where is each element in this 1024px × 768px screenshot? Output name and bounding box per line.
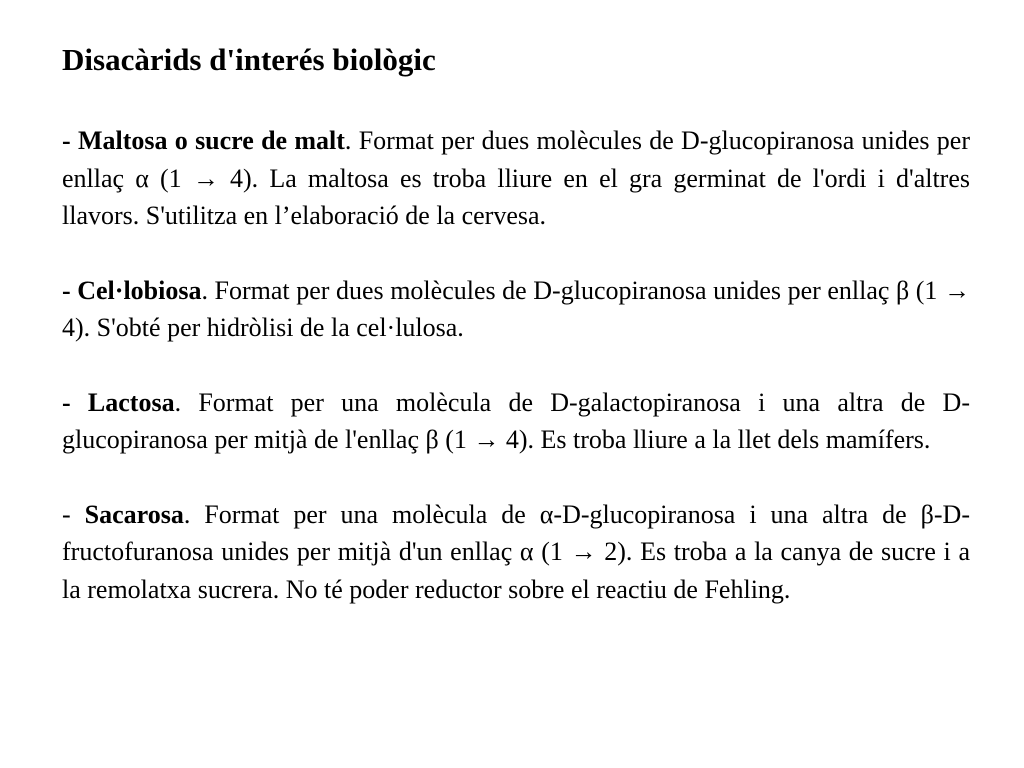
bullet-dash: - [62, 126, 78, 155]
paragraph-maltosa [62, 122, 970, 235]
paragraph-text: . Format per dues molècules de D-glucopiranosa unides per enllaç β (1 → 4). S'obté per hidròlisi de la cel·lulosa. [62, 275, 970, 342]
bullet-dash: - [62, 499, 85, 529]
term-lactosa [62, 388, 175, 417]
term-cellobiosa [62, 276, 201, 305]
paragraph-lactosa [62, 384, 970, 459]
term-label: Lactosa [87, 387, 175, 417]
bullet-dash: - [62, 275, 78, 305]
term-label: Cel·lobiosa [77, 275, 202, 305]
term-label: Maltosa o sucre de malt [77, 126, 345, 155]
paragraph-text: . Format per dues molècules de D-glucopiranosa unides per enllaç α (1 → 4). La maltosa es troba lliure en el gra germinat de l'ordi i d'altres llavors. S'utilitza en l’elaboració de la cervesa. [62, 126, 970, 230]
paragraph-text: . Format per una molècula de α-D-glucopiranosa i una altra de β-D-fructofuranosa unides per mitjà d'un enllaç α (1 → 2). Es troba a la canya de sucre i a la remolatxa sucrera. No té poder reductor sobre el reactiu de Fehling. [62, 499, 970, 604]
term-maltosa [62, 126, 345, 155]
bullet-dash: - [62, 387, 88, 417]
slide-content [62, 40, 970, 608]
page-title: Disacàrids d'interés biològic [62, 42, 436, 77]
term-sacarosa: Sacarosa [84, 499, 184, 529]
paragraph-sacarosa [62, 496, 970, 609]
paragraph-cellobiosa [62, 272, 970, 347]
paragraph-text: . Format per una molècula de D-galactopiranosa i una altra de D-glucopiranosa per mitjà de l'enllaç β (1 → 4). Es troba lliure a la llet dels mamífers. [62, 387, 970, 454]
